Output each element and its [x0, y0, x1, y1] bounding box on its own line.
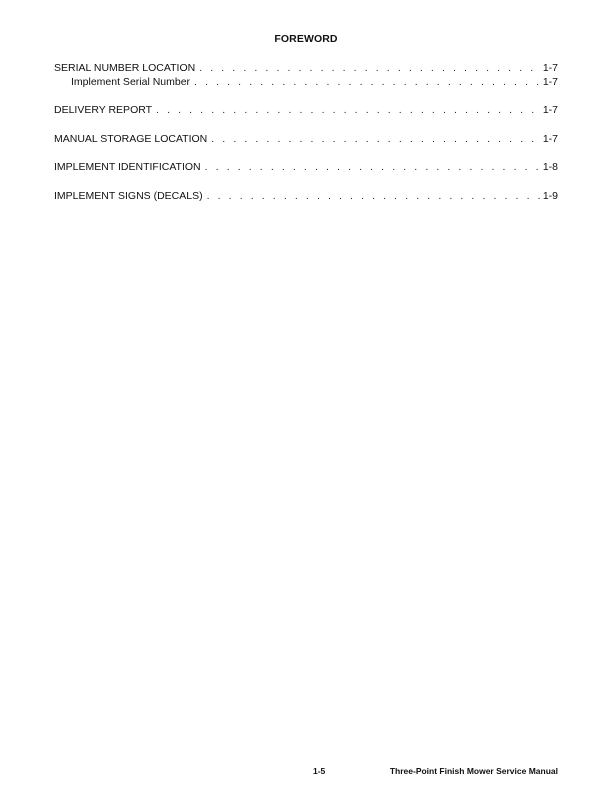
toc-entry-label: IMPLEMENT IDENTIFICATION — [54, 161, 201, 173]
toc-group-manual-storage — [54, 133, 558, 147]
toc-group-implement-identification — [54, 161, 558, 175]
toc-entry-delivery-report[interactable] — [54, 104, 558, 118]
toc-entry-implement-serial-number[interactable] — [54, 76, 558, 90]
toc-entry-page: 1-7 — [542, 104, 558, 116]
footer-manual-title: Three-Point Finish Mower Service Manual — [389, 766, 558, 776]
footer-page-number: 1-5 — [313, 766, 326, 776]
toc-group-implement-signs — [54, 190, 558, 204]
toc-entry-label: SERIAL NUMBER LOCATION — [54, 62, 196, 74]
toc-entry-serial-number-location[interactable] — [54, 62, 558, 76]
toc-dot-leader — [205, 161, 540, 175]
toc-dot-leader — [207, 190, 540, 204]
page-title: FOREWORD — [274, 33, 338, 45]
toc-dot-leader — [211, 133, 540, 147]
toc-entry-page: 1-8 — [542, 161, 558, 173]
toc-entry-label: IMPLEMENT SIGNS (DECALS) — [54, 189, 203, 202]
toc-entry-page: 1-7 — [542, 132, 558, 145]
table-of-contents — [54, 62, 558, 218]
toc-entry-implement-identification[interactable] — [54, 161, 558, 175]
toc-dot-leader — [199, 62, 540, 76]
toc-group-serial-number — [54, 62, 558, 89]
toc-entry-page: 1-7 — [542, 62, 558, 74]
toc-entry-manual-storage-location[interactable] — [54, 133, 558, 147]
toc-entry-page: 1-7 — [542, 75, 558, 88]
toc-entry-label: Implement Serial Number — [71, 75, 191, 88]
toc-entry-label: MANUAL STORAGE LOCATION — [54, 132, 208, 145]
toc-dot-leader — [156, 104, 540, 118]
toc-group-delivery-report — [54, 104, 558, 118]
toc-entry-implement-signs[interactable] — [54, 190, 558, 204]
toc-entry-label: DELIVERY REPORT — [54, 104, 153, 116]
toc-dot-leader — [194, 76, 540, 90]
toc-entry-page: 1-9 — [542, 189, 558, 202]
